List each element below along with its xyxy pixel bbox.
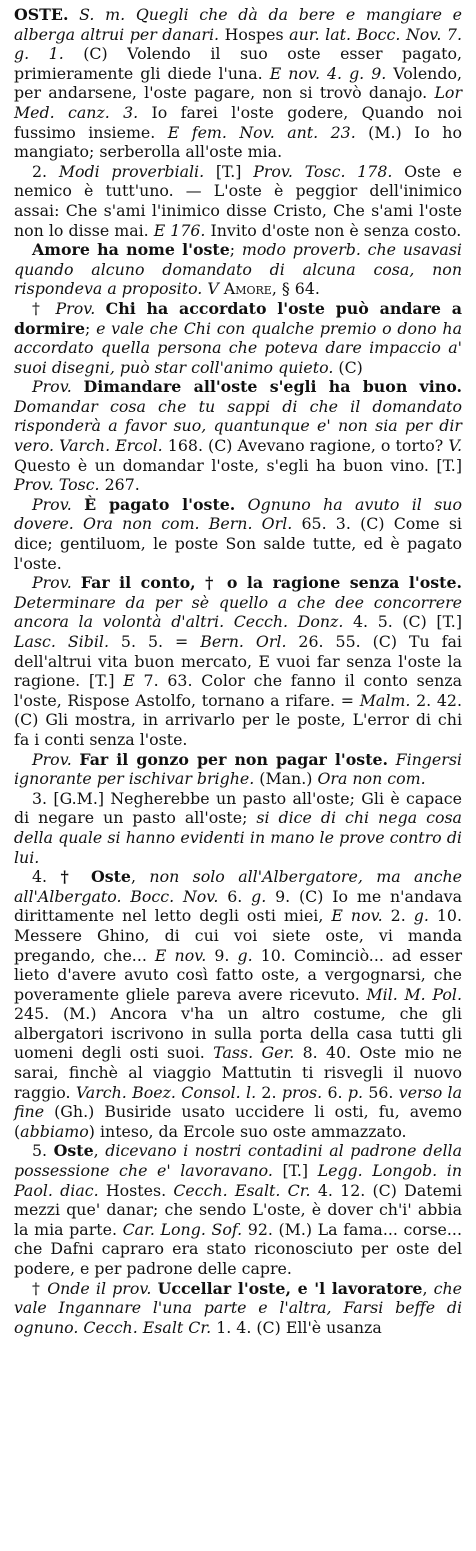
text-run: Ora non com.	[317, 769, 426, 789]
text-run: Prov.	[32, 749, 72, 769]
text-run: (C) Volendo il suo oste esser pagato, primieramente gli diede l'una.	[14, 44, 462, 83]
text-run: 7. 63. Color che fanno il conto senza l'oste, Rispose Astolfo, tornano a rifare. =	[14, 671, 463, 710]
text-run: [T.]	[272, 1161, 318, 1181]
text-run: Prov.	[32, 377, 72, 397]
text-run: Determinare da per sè quello a che dee concorrere ancora la volontà d'altri. Cecch. Donz.	[14, 592, 462, 632]
text-run: 2.	[32, 161, 48, 181]
sense-paragraph	[14, 1279, 462, 1338]
text-run: 6.	[218, 886, 252, 906]
text-run: Fingersi ignorante per ischivar brighe.	[14, 749, 462, 789]
text-run: †	[32, 298, 56, 318]
text-run: ,	[130, 867, 150, 887]
text-run: g.	[251, 886, 267, 906]
text-run: 245. (M.) Ancora v'ha un altro costume, che gli albergatori iscrivono in sulla porta della casa tutti gli uomeni degli osti suoi.	[14, 1004, 462, 1063]
sense-paragraph	[14, 495, 462, 573]
headword: Chi ha accordato l'oste può andare a dormire	[14, 298, 463, 338]
headword: Far il conto, † o la ragione senza l'oste.	[80, 573, 462, 593]
text-run: 65. 3. (C) Come si dice; gentiluom, le poste Son salde tutte, ed è pagato l'oste.	[14, 514, 462, 573]
text-run: 1. 4. (C) Ell'è usanza	[211, 1317, 382, 1337]
sense-paragraph	[14, 750, 462, 789]
text-run: 92. (M.) La fama... corse... che Dafni capraro era stato riconosciuto per oste del podere, e per padrone delle capre.	[14, 1219, 462, 1278]
text-run: E nov. 4. g. 9.	[269, 63, 387, 83]
text-run: verso la fine	[14, 1082, 462, 1122]
text-run: Hospes	[219, 24, 290, 44]
text-run	[47, 162, 59, 181]
text-run	[47, 867, 60, 886]
text-run: 56.	[363, 1082, 399, 1102]
text-run: 5.	[32, 1141, 48, 1161]
headword-entry	[14, 5, 462, 162]
text-run: 4. 5. (C) [T.]	[343, 612, 462, 632]
text-run: 2. 42. (C) Gli mostra, in arrivarlo per le poste, L'error di chi fa i conti senza l'oste.	[14, 690, 462, 749]
text-run: 168. (C) Avevano ragione, o torto?	[162, 436, 449, 456]
text-run: Prov.	[32, 494, 72, 514]
text-run: aur. lat. Bocc. Nov. 7. g. 1.	[14, 24, 462, 64]
text-run: Malm.	[359, 690, 411, 710]
text-run	[388, 750, 396, 769]
sense-paragraph	[14, 1141, 462, 1278]
text-run	[95, 299, 105, 318]
text-run: ) inteso, da Ercole suo oste ammazzato.	[88, 1121, 407, 1141]
text-run: 26. 55. (C) Tu fai dell'altrui vita buon mercato, E vuoi far senza l'oste la ragione. [T.]	[14, 632, 462, 691]
headword: Oste	[53, 1141, 94, 1161]
text-run: Ognuno ha avuto il suo dovere. Ora non com. Bern. Orl.	[14, 494, 462, 534]
text-run: Cecch. Esalt. Cr.	[173, 1180, 311, 1200]
text-run: 8. 40. Oste mio ne sarai, finchè al viaggio Mattutin ti risvegli il nuovo raggio.	[14, 1043, 462, 1102]
sense-paragraph	[14, 299, 462, 377]
headword: È pagato l'oste.	[84, 494, 236, 514]
text-run	[68, 5, 79, 24]
text-run: Questo è un domandar l'oste, s'egli ha buon vino. [T.]	[14, 455, 462, 475]
text-run: 2.	[382, 906, 414, 926]
text-run: 10. Messere Ghino, di cui voi siete oste, vi manda pregando, che...	[14, 906, 462, 965]
text-run: Lor Med. canz. 3.	[14, 83, 462, 122]
text-run: Bern. Orl.	[200, 632, 287, 651]
text-run: Onde il prov.	[47, 1278, 152, 1298]
text-run: abbiamo	[20, 1121, 89, 1141]
text-run: Car. Long. Sof.	[122, 1219, 243, 1239]
text-run: 5. 5. =	[108, 632, 201, 651]
sense-paragraph	[14, 240, 462, 299]
text-run: V.	[448, 436, 462, 456]
text-run: Hostes.	[98, 1180, 174, 1200]
text-run: e vale che Chi con qualche premio o dono ha accordato quella persona che poteva dare impaccio a' suoi disegni, può star coll'animo quieto.	[14, 318, 463, 377]
text-run: E nov.	[154, 945, 207, 965]
text-run: Oste e nemico è tutt'uno. — L'oste è peggior dell'inimico assai: Che s'ami l'inimico disse Cristo, Che s'ami l'oste non lo disse mai.	[14, 161, 462, 240]
sense-paragraph	[14, 573, 462, 749]
sense-paragraph	[14, 867, 462, 1141]
headword: Uccellar l'oste, e 'l lavoratore	[157, 1278, 423, 1298]
text-run: si dice di chi nega cosa della quale si hanno evidenti in mano le prove contro di lui.	[14, 808, 462, 867]
text-run: ,	[93, 1141, 106, 1161]
text-run: 3.	[32, 788, 48, 808]
headword: Far il gonzo per non pagar l'oste.	[79, 749, 389, 769]
text-run: 267.	[99, 475, 140, 495]
text-run: (Man.)	[254, 769, 318, 789]
text-run: Modi proverbiali.	[58, 161, 205, 181]
text-run: 10. Cominciò... ad esser lieto d'avere avuto così fatto oste, a vergognarsi, che poveramente gliele pareva avere ricevuto.	[14, 945, 462, 1004]
text-run: (M.) Io ho mangiato; serberolla all'oste mia.	[14, 122, 462, 162]
text-run: 9. (C) Io me n'andava dirittamente nel letto degli osti miei,	[14, 886, 462, 926]
text-run: 2.	[256, 1082, 282, 1102]
text-run: Varch. Boez. Consol. l.	[75, 1082, 257, 1102]
text-run: 9.	[206, 945, 238, 965]
text-run: g.	[237, 945, 253, 965]
text-run: 6.	[322, 1082, 348, 1102]
text-run: E	[123, 671, 135, 691]
sense-paragraph	[14, 162, 462, 240]
text-run	[72, 377, 84, 396]
text-run: S. m. Quegli che dà da bere e mangiare e alberga altrui per danari.	[14, 5, 462, 44]
text-run: Io farei l'oste godere, Quando noi fussimo insieme.	[14, 102, 462, 142]
text-run: Mil. M. Pol.	[366, 984, 462, 1004]
text-run: ;	[85, 318, 97, 338]
text-run: Tass. Ger.	[213, 1043, 295, 1063]
text-run: Prov. Tosc.	[14, 475, 100, 495]
text-run: g.	[413, 906, 429, 926]
text-run: ;	[229, 240, 242, 260]
text-run: , § 64.	[271, 279, 320, 299]
text-run: ,	[422, 1278, 434, 1298]
text-run	[72, 495, 84, 514]
text-run: 4. 12. (C) Datemi mezzi que' danar; che sendo L'oste, è dover ch'i' abbia la mia parte.	[14, 1180, 462, 1239]
text-run: 4.	[32, 867, 48, 887]
text-run: Domandar cosa che tu sappi di che il domandato risponderà a favor suo, quantunque e' non sia per dir vero. Varch. Ercol.	[14, 396, 462, 456]
text-run: (Gh.) Busiride usato uccidere li osti, fu, avemo (	[14, 1102, 462, 1141]
text-run: [G.M.] Negherebbe un pasto all'oste; Gli è capace di negare un pasto all'oste;	[14, 788, 462, 828]
text-run: Prov.	[55, 298, 96, 318]
text-run: †	[32, 1278, 48, 1298]
text-run: non solo all'Albergatore, ma anche all'Albergato. Bocc. Nov.	[14, 867, 462, 906]
text-run: modo proverb. che usavasi quando alcuno domandato di alcuna cosa, non rispondeva a proposito. V	[14, 240, 462, 299]
text-run: Lasc. Sibil.	[14, 632, 109, 651]
text-run: pros.	[281, 1082, 323, 1102]
headword: OSTE.	[14, 5, 69, 24]
text-run: Volendo, per andarsene, l'oste pagare, non si trovò danajo.	[14, 63, 462, 103]
headword: Dimandare all'oste s'egli ha buon vino.	[83, 377, 462, 397]
headword: Amore ha nome l'oste	[32, 240, 230, 260]
headword: † Oste	[60, 867, 131, 887]
text-run: (C)	[333, 357, 363, 377]
text-run: E nov.	[331, 906, 383, 926]
text-run	[72, 573, 81, 592]
text-run: Invito d'oste non è senza costo.	[205, 220, 462, 240]
text-run: che vale Ingannare l'una parte e l'altra, Farsi beffe di ognuno. Cecch. Esalt Cr.	[14, 1278, 463, 1337]
text-run: Prov. Tosc. 178.	[253, 161, 393, 181]
sense-paragraph	[14, 377, 462, 495]
text-run	[235, 495, 247, 514]
text-run: p.	[347, 1082, 363, 1102]
text-run: E fem. Nov. ant. 23.	[167, 122, 356, 142]
text-run: Amore	[223, 279, 272, 299]
sense-paragraph	[14, 789, 462, 867]
text-run: E 176.	[153, 220, 206, 240]
text-run: [T.]	[204, 161, 254, 181]
text-run: Legg. Longob. in Paol. diac.	[14, 1161, 462, 1200]
text-run: dicevano i nostri contadini al padrone della possessione che e' lavoravano.	[14, 1141, 462, 1181]
text-run: Prov.	[32, 573, 72, 593]
